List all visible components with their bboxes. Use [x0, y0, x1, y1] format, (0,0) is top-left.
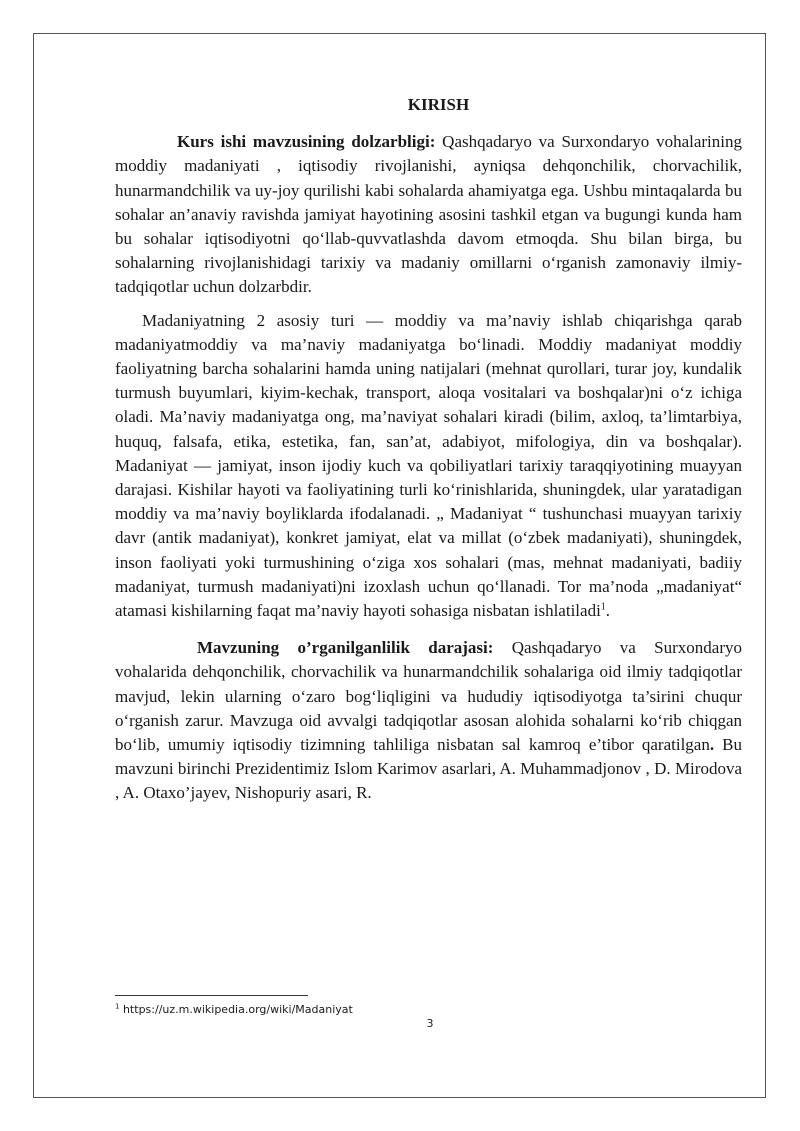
paragraph-text: Qashqadaryo va Surxondaryo vohalarida dehqonchilik, chorvachilik va hunarmandchilik sohalariga oid ilmiy tadqiqotlar mavjud, lekin ularning o‘zaro bog‘liqligini va hududiy iqtisodiyotga ta’sirini chuqur o‘rganish zarur. Mavzuga oid avvalgi tadqiqotlar asosan alohida sohalarni ko‘rib chiqgan bo‘lib, umumiy iqtisodiy tizimning tahliliga nisbatan sal kamroq e’tibor qaratilgan [115, 638, 743, 755]
page-number: 3 [426, 1017, 434, 1030]
footnote-reference[interactable]: 1 [600, 601, 606, 613]
footnote-number: 1 [115, 1002, 120, 1011]
paragraph-relevance [115, 130, 742, 299]
footnote-link[interactable]: https://uz.m.wikipedia.org/wiki/Madaniyat [119, 1003, 353, 1016]
footnote [115, 1003, 353, 1016]
paragraph-text: Madaniyatning 2 asosiy turi — moddiy va ma’naviy ishlab chiqarishga qarab madaniyatmoddiy va ma’naviy madaniyatga bo‘linadi. Moddiy madaniyat moddiy faoliyatning barcha sohalarini hamda uning natijalari (mehnat qurollari, turar joy, kundalik turmush buyumlari, kiyim-kechak, transport, aloqa vositalari va boshqalar)ni o‘z ichiga oladi. Ma’naviy madaniyatga ong, ma’naviyat sohalari kiradi (bilim, axloq, ta’limtarbiya, huquq, falsafa, etika, estetika, fan, san’at, adabiyot, mifologiya, din va boshqalar). Madaniyat — jamiyat, inson ijodiy kuch va qobiliyatlari tarixiy taraqqiyotining muayyan darajasi. Kishilar hayoti va faoliyatining turli ko‘rinishlarida, shuningdek, ular yaratadigan moddiy va ma’naviy boyliklarda ifodalanadi. „ Madaniyat “ tushunchasi muayyan tarixiy davr (antik madaniyat), konkret jamiyat, elat va millat (o‘zbek madaniyati), shuningdek, inson faoliyati yoki turmushining o‘ziga xos sohalari (mas, mehnat madaniyati, badiiy madaniyat, turmush madaniyati)ni izoxlash uchun qo‘llanadi. Tor ma’noda „madaniyat“ atamasi kishilarning faqat ma’naviy hayoti sohasiga nisbatan ishlatiladi [115, 310, 742, 621]
paragraph-tail: . [605, 601, 611, 621]
paragraph-text: Qashqadaryo va Surxondaryo vohalarining moddiy madaniyati , iqtisodiy rivojlanishi, ayniqsa dehqonchilik, chorvachilik, hunarmandchilik va uy-joy qurilishi kabi sohalarda ahamiyatga ega. Ushbu mintaqalarda bu sohalar an’anaviy ravishda jamiyat hayotining asosini tashkil etgan va bugungi kunda ham bu sohalar iqtisodiyotni qo‘llab-quvvatlashda davom etmoqda. Shu bilan birga, bu sohalarning rivojlanishidagi tarixiy va madaniy omillarni o‘rganish zamonaviy ilmiy-tadqiqotlar uchun dolzarbdir. [115, 132, 742, 297]
paragraph-culture [115, 309, 742, 624]
section-title: KIRISH [407, 95, 470, 114]
paragraph-lead: Mavzuning o’rganilganlilik darajasi: [197, 638, 494, 658]
document-body [115, 93, 742, 806]
paragraph-tail: Bu mavzuni birinchi Prezidentimiz Islom Karimov asarlari, A. Muhammadjonov , D. Mirodova , A. Otaxo’jayev, Nishopuriy asari, R. [115, 735, 743, 803]
paragraph-study-level [115, 636, 742, 805]
footnote-separator [115, 995, 308, 996]
paragraph-lead: Kurs ishi mavzusining dolzarbligi: [177, 132, 436, 152]
paragraph-bold-dot: . [709, 735, 715, 755]
